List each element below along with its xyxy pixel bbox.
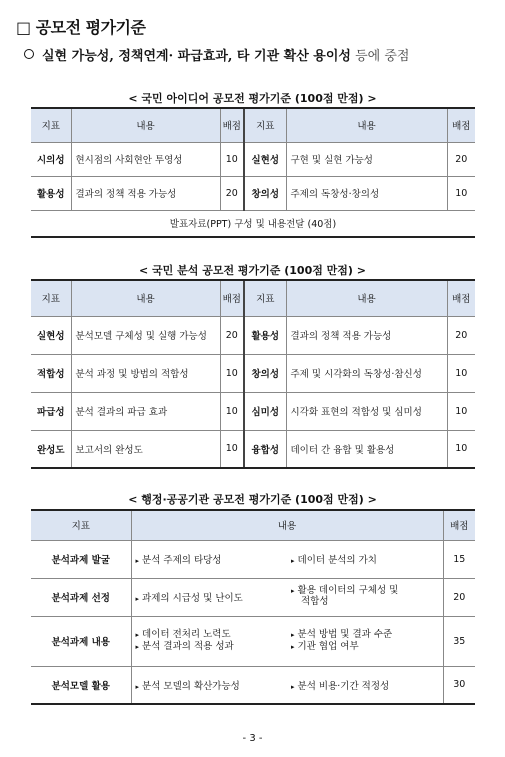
table-cell: ▸ 분석 비용·기간 적정성 <box>287 666 443 704</box>
table-row <box>31 392 475 430</box>
table2-header: 지표 <box>31 280 71 316</box>
table-cell: 데이터 간 융합 및 활용성 <box>286 430 447 468</box>
table1-header: 내용 <box>71 108 220 142</box>
table-cell: 15 <box>443 540 475 578</box>
table-cell: 활용성 <box>31 176 71 210</box>
table3-caption: < 행정·공공기관 공모전 평가기준 (100점 만점) > <box>128 493 377 506</box>
table1-header: 지표 <box>31 108 71 142</box>
table-cell: 주제 및 시각화의 독창성·참신성 <box>286 354 447 392</box>
table-cell: 분석모델 구체성 및 실행 가능성 <box>71 316 220 354</box>
table-cell: 35 <box>443 616 475 666</box>
table3-header: 배점 <box>443 510 475 540</box>
table-cell: 20 <box>447 316 475 354</box>
table-cell: 실현성 <box>31 316 71 354</box>
table-cell: 파급성 <box>31 392 71 430</box>
table-cell: 융합성 <box>244 430 286 468</box>
table-cell: 10 <box>447 392 475 430</box>
table-cell: 10 <box>220 142 244 176</box>
bullet-emphasis: 실현 가능성, 정책연계· 파급효과, 타 기관 확산 용이성 <box>42 49 351 64</box>
table-cell: ▸ 데이터 전처리 노력도 ▸ 분석 결과의 적용 성과 <box>131 616 287 666</box>
table1-header: 지표 <box>244 108 286 142</box>
table-cell: 주제의 독창성·창의성 <box>286 176 447 210</box>
table3 <box>31 509 475 705</box>
table2-header: 배점 <box>447 280 475 316</box>
table-cell: 현시점의 사회현안 투영성 <box>71 142 220 176</box>
table1 <box>31 107 475 238</box>
table-cell: 창의성 <box>244 176 286 210</box>
table-cell: 분석과제 선정 <box>31 578 131 616</box>
table-cell: 실현성 <box>244 142 286 176</box>
table-cell: 활용성 <box>244 316 286 354</box>
table-cell: ▸ 분석 주제의 타당성 <box>131 540 287 578</box>
table-cell: 심미성 <box>244 392 286 430</box>
table-cell: 10 <box>447 430 475 468</box>
table-row <box>31 666 475 704</box>
table-row <box>31 142 475 176</box>
table2-caption: < 국민 분석 공모전 평가기준 (100점 만점) > <box>138 264 367 277</box>
table-row <box>31 354 475 392</box>
table1-header: 배점 <box>220 108 244 142</box>
table-cell: 10 <box>447 354 475 392</box>
table-cell: 분석 과정 및 방법의 적합성 <box>71 354 220 392</box>
table1-caption: < 국민 아이디어 공모전 평가기준 (100점 만점) > <box>128 92 377 105</box>
table-cell: 20 <box>447 142 475 176</box>
table-cell: ▸ 활용 데이터의 구체성 및 적합성 <box>287 578 443 616</box>
table2-header: 내용 <box>71 280 220 316</box>
table-cell: 10 <box>220 430 244 468</box>
table-cell: ▸ 데이터 분석의 가치 <box>287 540 443 578</box>
table-cell: 분석과제 발굴 <box>31 540 131 578</box>
table-row <box>31 430 475 468</box>
table-cell: 완성도 <box>31 430 71 468</box>
table-cell: 분석모델 활용 <box>31 666 131 704</box>
table2-header: 배점 <box>220 280 244 316</box>
table1-footer: 발표자료(PPT) 구성 및 내용전달 (40점) <box>31 210 475 237</box>
table-cell: 20 <box>220 316 244 354</box>
table-cell: ▸ 과제의 시급성 및 난이도 <box>131 578 287 616</box>
table-row <box>31 316 475 354</box>
table-row <box>31 578 475 616</box>
table1-header: 내용 <box>286 108 447 142</box>
table-cell: 결과의 정책 적용 가능성 <box>71 176 220 210</box>
table2-header: 내용 <box>286 280 447 316</box>
table-cell: 10 <box>220 354 244 392</box>
table-cell: 보고서의 완성도 <box>71 430 220 468</box>
table-cell: 분석 결과의 파급 효과 <box>71 392 220 430</box>
table-cell: 구현 및 실현 가능성 <box>286 142 447 176</box>
table-cell: 20 <box>443 578 475 616</box>
section-title: □ 공모전 평가기준 <box>16 18 146 37</box>
table-cell: 적합성 <box>31 354 71 392</box>
table2-header: 지표 <box>244 280 286 316</box>
table-cell: 결과의 정책 적용 가능성 <box>286 316 447 354</box>
table-cell: 분석과제 내용 <box>31 616 131 666</box>
table-row <box>31 616 475 666</box>
table-cell: ▸ 분석 방법 및 결과 수준 ▸ 기관 협업 여부 <box>287 616 443 666</box>
bullet-line <box>24 45 409 64</box>
circle-bullet-icon <box>24 49 34 59</box>
table-cell: 시의성 <box>31 142 71 176</box>
table3-header: 내용 <box>131 510 443 540</box>
table-cell: 창의성 <box>244 354 286 392</box>
table-cell: 10 <box>447 176 475 210</box>
table-row <box>31 540 475 578</box>
page-number: - 3 - <box>242 733 263 744</box>
table-cell: 20 <box>220 176 244 210</box>
table-cell: 10 <box>220 392 244 430</box>
table3-header: 지표 <box>31 510 131 540</box>
table2 <box>31 279 475 469</box>
table-cell: 시각화 표현의 적합성 및 심미성 <box>286 392 447 430</box>
table-cell: ▸ 분석 모델의 확산가능성 <box>131 666 287 704</box>
table-row <box>31 176 475 210</box>
table1-header: 배점 <box>447 108 475 142</box>
table-cell: 30 <box>443 666 475 704</box>
bullet-rest: 등에 중점 <box>350 49 410 64</box>
